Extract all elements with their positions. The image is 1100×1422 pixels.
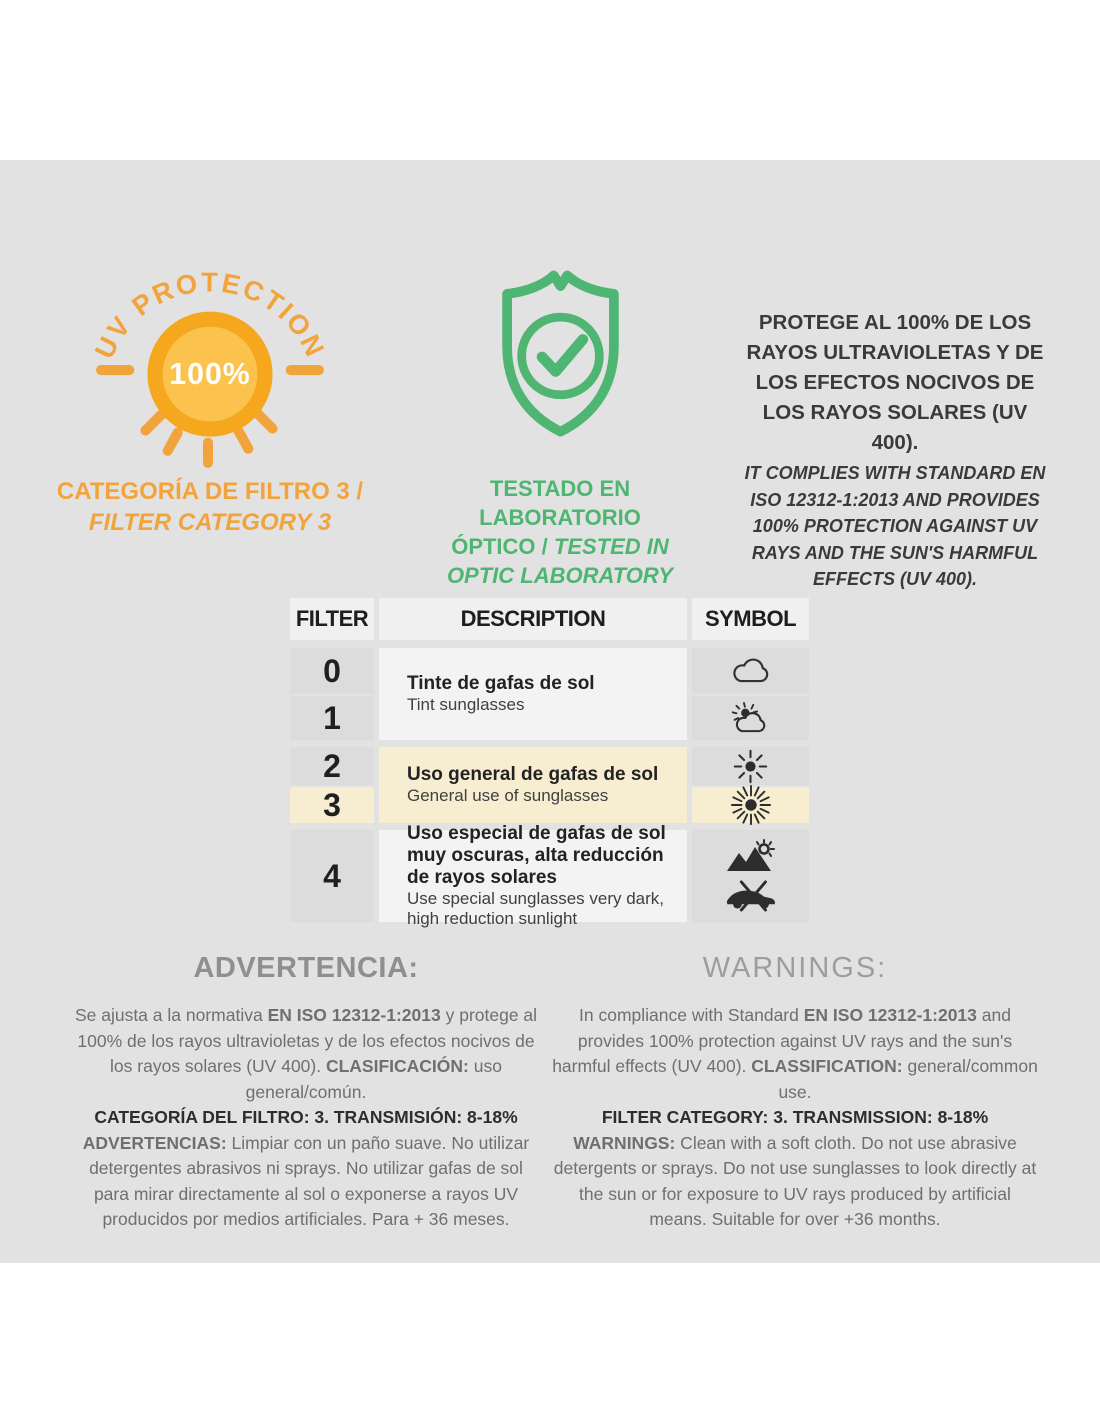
no-car-icon <box>722 878 780 913</box>
description-en: Tint sunglasses <box>407 695 525 714</box>
filter-3-cell: 3 <box>290 785 374 823</box>
uv-sun-icon <box>85 245 335 477</box>
description-es: Uso especial de gafas de sol muy oscuras, alta reducción de rayos solares <box>407 823 666 888</box>
symbol-2-cell <box>692 747 809 785</box>
filter-4-cell: 4 <box>290 830 374 922</box>
warnings-title-en: WARNINGS: <box>702 952 888 984</box>
warnings-body-en: In compliance with Standard EN ISO 12312-1:2013 and provides 100% protection against UV rays and the sun's harmful effects (UV 400). CLASSIFICATION: general/common use. FILTER CATEGORY: 3. TRANSMISSION: 8-18% WARNINGS: Clean with a soft cloth. Do not use abrasive detergents or sprays. Do not use sunglasses to look directly at the sun or for exposure to UV rays produced by artificial means. Suitable for over +36 months. <box>552 1005 1038 1229</box>
filter-category-caption <box>55 476 365 538</box>
lab-tested-badge <box>478 260 643 455</box>
table-header-symbol: SYMBOL <box>692 598 809 640</box>
uv-percent-label: 100% <box>169 358 251 392</box>
warnings-block-en <box>548 952 1042 1233</box>
sun-behind-cloud-icon <box>728 699 773 737</box>
lab-caption-line3: OPTIC LABORATORY <box>446 563 674 588</box>
protection-text-block <box>738 308 1052 593</box>
mountains-sun-icon <box>725 839 777 873</box>
warnings-block-es <box>70 952 542 1233</box>
filter-category-en: FILTER CATEGORY 3 <box>88 509 332 536</box>
table-header-filter: FILTER <box>290 598 374 640</box>
cloud-icon <box>728 656 774 687</box>
warnings-body-es: Se ajusta a la normativa EN ISO 12312-1:2013 y protege al 100% de los rayos ultravioletas y de los efectos nocivos de los rayos solares (UV 400). CLASIFICACIÓN: uso general/común. CATEGORÍA DEL FILTRO: 3. TRANSMISIÓN: 8-18% ADVERTENCIAS: Limpiar con un paño suave. No utilizar detergentes abrasivos ni sprays. No utilizar gafas de sol para mirar directamente al sol o exponerse a rayos UV producidos por medios artificiales. Para + 36 meses. <box>74 1005 538 1229</box>
table-header-description: DESCRIPTION <box>379 598 687 640</box>
symbol-1-cell <box>692 694 809 740</box>
uv-protection-badge <box>85 245 335 477</box>
lab-tested-caption <box>410 474 710 590</box>
lab-caption-line2: ÓPTICO / TESTED IN <box>451 534 669 559</box>
filter-category-table <box>290 598 806 928</box>
filter-category-es: CATEGORÍA DE FILTRO 3 / <box>56 478 364 505</box>
symbol-4-cell <box>692 830 809 922</box>
filter-2-cell: 2 <box>290 747 374 785</box>
lab-caption-line1: TESTADO EN LABORATORIO <box>479 476 641 530</box>
description-en: Use special sunglasses very dark, high reduction sunlight <box>407 889 665 928</box>
description-tint-sunglasses <box>379 648 687 740</box>
sun-icon <box>732 748 769 785</box>
symbol-3-cell <box>692 785 809 823</box>
warnings-title-es: ADVERTENCIA: <box>193 952 419 984</box>
shield-check-icon <box>478 260 643 450</box>
description-en: General use of sunglasses <box>407 786 609 805</box>
description-es: Tinte de gafas de sol <box>407 673 595 694</box>
protection-text-en: IT COMPLIES WITH STANDARD EN ISO 12312-1:2013 AND PROVIDES 100% PROTECTION AGAINST UV RAYS AND THE SUN'S HARMFUL EFFECTS (UV 400). <box>744 463 1046 589</box>
uv-arc-label: UV PROTECTION <box>88 266 332 364</box>
bright-sun-icon <box>730 784 772 826</box>
description-es: Uso general de gafas de sol <box>407 764 659 785</box>
filter-1-cell: 1 <box>290 694 374 740</box>
description-general-use <box>379 747 687 823</box>
symbol-0-cell <box>692 648 809 694</box>
filter-0-cell: 0 <box>290 648 374 694</box>
protection-text-es: PROTEGE AL 100% DE LOS RAYOS ULTRAVIOLETAS Y DE LOS EFECTOS NOCIVOS DE LOS RAYOS SOLARES (UV 400). <box>746 311 1044 454</box>
description-special-use <box>379 823 687 928</box>
